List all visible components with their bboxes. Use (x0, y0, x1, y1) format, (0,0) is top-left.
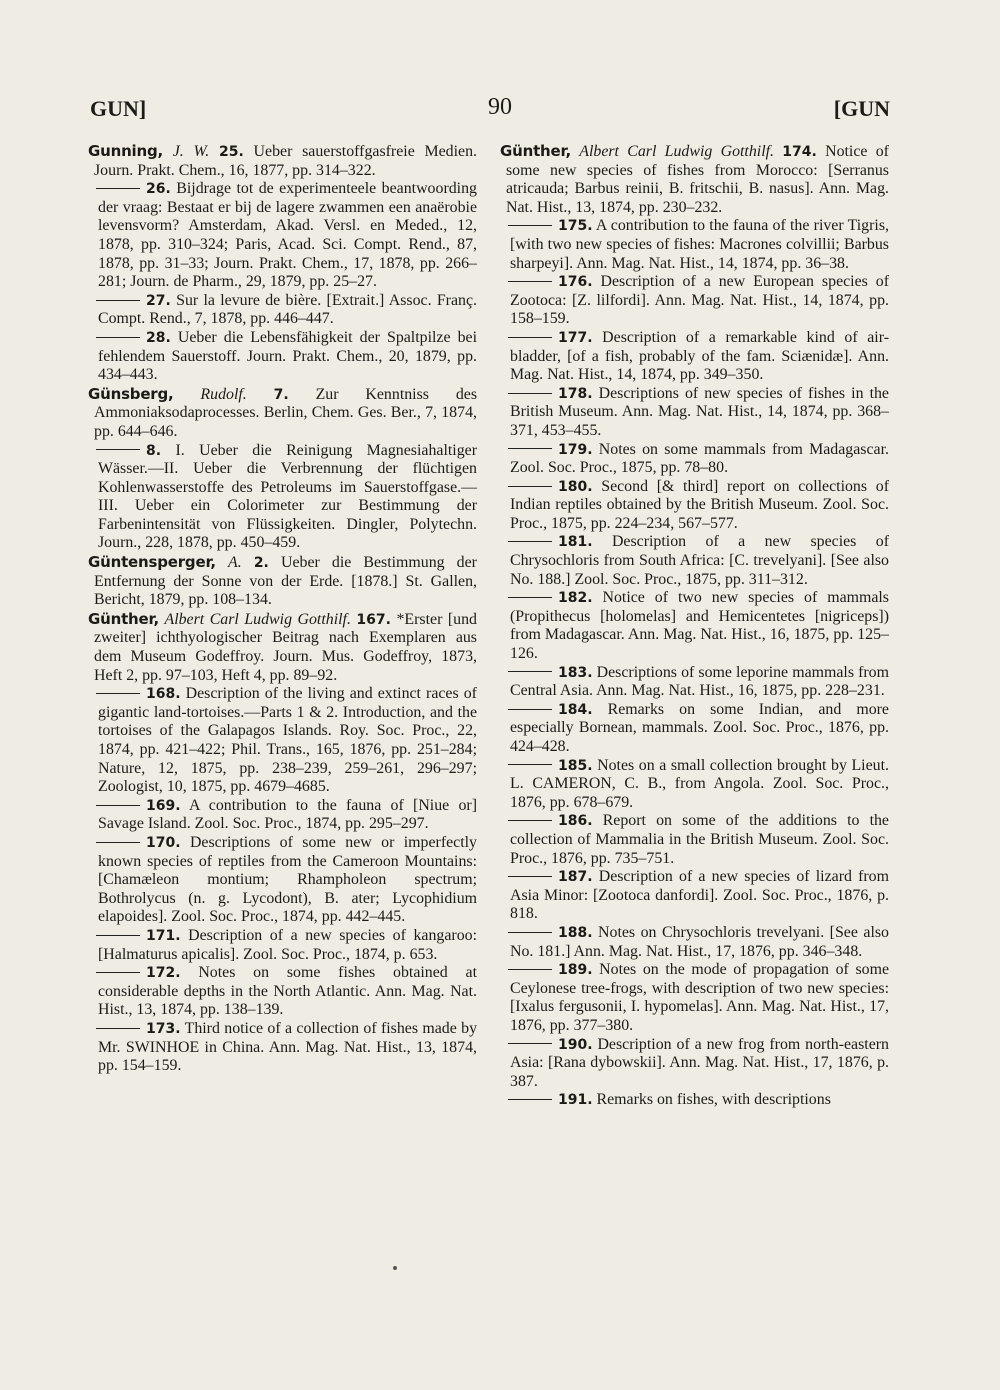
entry-text: Ueber die Bestimmung der Entfernung der Sonne von der Erde. [1878.] St. Gallen, Bericht, 1879, pp. 108–134. (94, 554, 477, 609)
bibliography-entry (504, 664, 889, 701)
entry-number: 169. (146, 797, 181, 814)
entry-number: 191. (558, 1092, 593, 1109)
ditto-dash (96, 693, 140, 694)
entry-text: Description of a new frog from north-eastern Asia: [Rana dybowskii]. Ann. Mag. Nat. Hist., 17, 1876, p. 387. (510, 1035, 889, 1090)
entry-number: 179. (558, 441, 593, 458)
entry-text: A contribution to the fauna of the river Tigris, [with two new species of fishes: Macrones colvillii; Barbus sharpeyi]. Ann. Mag. Nat. Hist., 14, 1874, pp. 36–38. (510, 217, 889, 272)
entry-text: Second [& third] report on collections of Indian reptiles obtained by the British Museum. Zool. Soc. Proc., 1875, pp. 224–234, 567–577. (510, 477, 889, 532)
bibliography-entry (92, 685, 477, 797)
speck-mark (393, 1266, 397, 1270)
entry-text: Report on some of the additions to the collection of Mammalia in the British Museum. Zool. Soc. Proc., 1876, pp. 735–751. (510, 812, 889, 867)
ditto-dash (508, 597, 552, 598)
entry-number: 180. (558, 478, 593, 495)
ditto-dash (508, 1043, 552, 1044)
entry-text: Notes on Chrysochloris trevelyani. [See also No. 181.] Ann. Mag. Nat. Hist., 17, 1876, pp. 346–348. (510, 923, 889, 960)
entry-number: 7. (273, 386, 289, 403)
entry-text: Description of a new species of Chrysochloris from South Africa: [C. trevelyani]. [See also No. 188.] Zool. Soc. Proc., 1875, pp. 311–312. (510, 533, 889, 588)
ditto-dash (96, 935, 140, 936)
bibliography-entry (504, 217, 889, 273)
ditto-dash (96, 449, 140, 450)
ditto-dash (508, 225, 552, 226)
bibliography-entry (504, 812, 889, 868)
entry-text: Sur la levure de bière. [Extrait.] Assoc. Franç. Compt. Rend., 7, 1878, pp. 446–447. (98, 291, 477, 328)
entry-number: 173. (146, 1020, 181, 1037)
entry-number: 172. (146, 965, 181, 982)
page-number: 90 (488, 94, 512, 120)
bibliography-entry (92, 180, 477, 292)
entry-text: Description of a new species of kangaroo: [Halmaturus apicalis]. Zool. Soc. Proc., 1874, p. 653. (98, 926, 477, 963)
entry-text: Descriptions of some new or imperfectly known species of reptiles from the Cameroon Mountains: [Chamæleon montium; Rhampholeon spectrum; Bothrolycus (n. g. Lycodont), B. ater; Lycophidium elapoides]. Zool. Soc. Proc., 1874, pp. 442–445. (98, 833, 477, 926)
entry-text: *Erster [und zweiter] ichthyologischer Beitrag nach Exemplaren aus dem Museum Godeffroy. Journ. Mus. Godeffroy, 1873, Heft 2, pp. 97–103, Heft 4, pp. 89–92. (94, 610, 477, 684)
author-name: Günther, (500, 142, 571, 160)
entry-text: Zur Kenntniss des Ammoniaksodaprocesses. Berlin, Chem. Ges. Ber., 7, 1874, pp. 644–646. (94, 385, 478, 440)
ditto-dash (508, 709, 552, 710)
bibliography-entry (504, 1036, 889, 1092)
entry-number: 176. (558, 274, 593, 291)
ditto-dash (96, 300, 140, 301)
bibliography-entry (92, 292, 477, 329)
entry-number: 8. (146, 442, 162, 459)
entry-text: Third notice of a collection of fishes made by Mr. SWINHOE in China. Ann. Mag. Nat. Hist., 13, 1874, pp. 154–159. (98, 1019, 478, 1075)
entry-text: Description of a remarkable kind of air-bladder, [of a fish, probably of the fam. Sciænidæ]. Ann. Mag. Nat. Hist., 14, 1874, pp. 349–350. (510, 328, 889, 384)
author-name: Güntensperger, (88, 553, 216, 572)
bibliography-entry (504, 478, 889, 534)
entry-number: 174. (782, 144, 817, 160)
entry-text: Notes on a small collection brought by Lieut. L. CAMERON, C. B., from Angola. Zool. Soc. Proc., 1876, pp. 678–679. (510, 756, 889, 811)
entry-number: 167. (356, 611, 391, 628)
entry-text: Remarks on fishes, with descriptions (596, 1091, 831, 1109)
entry-number: 183. (558, 664, 593, 681)
ditto-dash (508, 820, 552, 821)
entry-text: Description of a new European species of Zootoca: [Z. lilfordi]. Ann. Mag. Nat. Hist., 14, 1874, pp. 158–159. (510, 273, 889, 328)
ditto-dash (508, 671, 552, 672)
author-forename: J. W. (172, 143, 210, 160)
entry-text: I. Ueber die Reinigung Magnesiahaltiger Wässer.—II. Ueber die Verbrennung der flüchtigen Kohlenwasserstoffe des Petroleums im Sauerstoffgase.—III. Ueber ein Colorimeter zur Bestimmung der Farbenintensität von Flüssigkeiten. Dingler, Polytechn. Journ., 228, 1878, pp. 450–459. (98, 441, 477, 552)
entry-number: 189. (558, 962, 593, 979)
entry-text: Ueber sauerstoffgasfreie Medien. Journ. Prakt. Chem., 16, 1877, pp. 314–322. (94, 143, 477, 179)
entry-text: Ueber die Lebensfähigkeit der Spaltpilze bei fehlendem Sauerstoff. Journ. Prakt. Chem., 20, 1879, pp. 434–443. (98, 328, 477, 384)
author-forename: Rudolf. (200, 385, 247, 403)
author-name: Günther, (88, 609, 159, 628)
entry-text: Notice of two new species of mammals (Propithecus [holomelas] and Hemicentetes [nigriceps]) from Madagascar. Ann. Mag. Nat. Hist., 16, 1875, pp. 125–126. (510, 589, 889, 663)
bibliography-entry (504, 329, 889, 385)
ditto-dash (508, 932, 552, 933)
ditto-dash (508, 1099, 552, 1100)
bibliography-entry (88, 610, 477, 685)
ditto-dash (508, 764, 552, 765)
ditto-dash (96, 1028, 140, 1029)
bibliography-entry (92, 1020, 477, 1076)
ditto-dash (508, 541, 552, 542)
ditto-dash (508, 393, 552, 394)
entry-number: 168. (146, 686, 181, 703)
bibliography-entry (92, 964, 477, 1020)
entry-number: 27. (146, 292, 171, 309)
bibliography-entry (92, 797, 477, 834)
bibliography-entry (504, 701, 889, 757)
entry-number: 185. (558, 757, 593, 774)
ditto-dash (508, 281, 552, 282)
entry-number: 182. (558, 590, 593, 607)
bibliography-entry (92, 442, 477, 554)
entry-text: A contribution to the fauna of [Niue or] Savage Island. Zool. Soc. Proc., 1874, pp. 295–297. (98, 796, 477, 833)
entry-number: 177. (558, 329, 593, 346)
entry-text: Notes on some fishes obtained at considerable depths in the North Atlantic. Ann. Mag. Nat. Hist., 13, 1874, pp. 138–139. (98, 964, 477, 1019)
entry-number: 178. (558, 385, 593, 402)
ditto-dash (96, 805, 140, 806)
running-head-right: [GUN (833, 96, 890, 121)
entry-text: Notice of some new species of fishes from Morocco: [Serranus atricauda; Barbus reinii, B. fritschii, B. nasus]. Ann. Mag. Nat. Hist., 13, 1874, pp. 230–232. (506, 143, 889, 216)
entry-text: Descriptions of some leporine mammals from Central Asia. Ann. Mag. Nat. Hist., 16, 1875, pp. 228–231. (510, 663, 889, 700)
right-column (500, 142, 889, 1110)
bibliography-entry (504, 589, 889, 663)
ditto-dash (508, 448, 552, 449)
entry-number: 186. (558, 813, 593, 830)
ditto-dash (96, 337, 140, 338)
author-forename: Albert Carl Ludwig Gotthilf. (579, 143, 775, 160)
bibliography-entry (500, 142, 889, 217)
entry-number: 28. (146, 329, 171, 346)
entry-number: 175. (558, 218, 593, 235)
entry-number: 171. (146, 927, 181, 944)
entry-text: Notes on the mode of propagation of some Ceylonese tree-frogs, with description of two new species: [Ixalus fergusonii, I. hypomelas]. Ann. Mag. Nat. Hist., 17, 1876, pp. 377–380. (510, 961, 889, 1034)
entry-text: Descriptions of new species of fishes in the British Museum. Ann. Mag. Nat. Hist., 14, 1874, pp. 368–371, 453–455. (510, 384, 889, 439)
entry-text: Description of the living and extinct races of gigantic land-tortoises.—Parts 1 & 2. Introduction, and the tortoises of the Galapagos Islands. Roy. Soc. Proc., 22, 1874, pp. 421–422; Phil. Trans., 165, 1876, pp. 251–284; Nature, 12, 1875, pp. 238–239, 259–261, 296–297; Zoologist, 10, 1875, pp. 4679–4685. (98, 685, 477, 796)
bibliography-entry (504, 533, 889, 589)
ditto-dash (96, 842, 140, 843)
entry-number: 190. (558, 1036, 593, 1053)
author-name: Günsberg, (88, 384, 174, 403)
entry-number: 184. (558, 701, 593, 718)
bibliography-entry (504, 924, 889, 961)
bibliography-entry (88, 385, 477, 442)
bibliography-entry (92, 834, 477, 927)
author-forename: A. (228, 554, 242, 572)
bibliography-entry (504, 441, 889, 478)
entry-number: 2. (253, 555, 269, 572)
ditto-dash (96, 972, 140, 973)
entry-number: 181. (558, 534, 593, 551)
left-column (88, 142, 478, 1076)
entry-number: 25. (219, 144, 244, 160)
bibliography-entry (504, 1091, 889, 1110)
bibliography-entry (92, 927, 477, 964)
entry-number: 187. (558, 869, 593, 886)
running-head-left: GUN] (90, 96, 147, 121)
entry-number: 188. (558, 924, 593, 941)
entry-text: Bijdrage tot de experimenteele beantwoording der vraag: Bestaat er bij de lagere zwammen een anaërobie levensvorm? Amsterdam, Akad. Versl. en Meded., 12, 1878, pp. 310–324; Paris, Acad. Sci. Compt. Rend., 87, 1878, pp. 31–33; Journ. Prakt. Chem., 17, 1878, pp. 266–281; Journ. de Pharm., 29, 1879, pp. 25–27. (98, 180, 477, 291)
entry-number: 26. (146, 181, 171, 198)
bibliography-entry (504, 868, 889, 924)
bibliography-entry (88, 553, 477, 610)
author-name: Gunning, (88, 142, 164, 160)
entry-text: Description of a new species of lizard from Asia Minor: [Zootoca danfordi]. Zool. Soc. Proc., 1876, p. 818. (510, 868, 889, 923)
bibliography-entry (504, 961, 889, 1035)
ditto-dash (508, 876, 552, 877)
ditto-dash (96, 188, 140, 189)
ditto-dash (508, 969, 552, 970)
entry-text: Remarks on some Indian, and more especially Bornean, mammals. Zool. Soc. Proc., 1876, pp. 424–428. (510, 700, 889, 755)
entry-text: Notes on some mammals from Madagascar. Zool. Soc. Proc., 1875, pp. 78–80. (510, 440, 889, 477)
bibliography-entry (504, 757, 889, 813)
bibliography-entry (88, 142, 477, 180)
ditto-dash (508, 337, 552, 338)
bibliography-entry (92, 329, 477, 385)
ditto-dash (508, 486, 552, 487)
bibliography-entry (504, 385, 889, 441)
author-forename: Albert Carl Ludwig Gotthilf. (164, 610, 351, 628)
entry-number: 170. (146, 834, 181, 851)
bibliography-entry (504, 273, 889, 329)
